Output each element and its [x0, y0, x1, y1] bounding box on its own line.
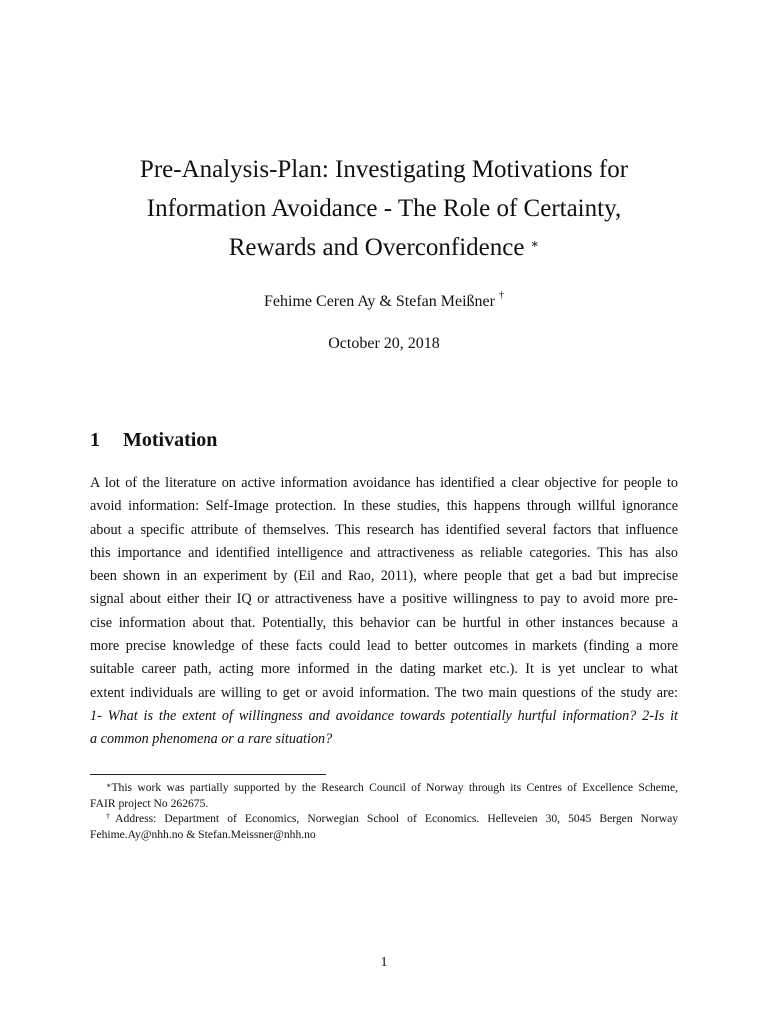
footnote-rule — [90, 774, 326, 775]
footnotes — [90, 780, 678, 842]
footnote-1-mark: ∗ — [106, 781, 112, 790]
page-number: 1 — [380, 955, 388, 970]
title-line-3-text: Rewards and Overconfidence — [228, 234, 525, 261]
body-line: extent individuals are willing to get or avoid information. The two main questions of the study are: — [90, 684, 678, 701]
research-question-line: a common phenomena or a rare situation? — [90, 731, 333, 748]
body-line: more precise knowledge of these facts could lead to better outcomes in markets (finding a more — [90, 638, 678, 655]
authors — [90, 290, 678, 311]
footnote-1-line-1 — [90, 780, 678, 796]
title-line-1: Pre-Analysis-Plan: Investigating Motivations for — [139, 156, 629, 183]
body-line: suitable career path, acting more informed in the dating market etc.). It is yet unclear to what — [90, 661, 678, 678]
paper-date: October 20, 2018 — [328, 335, 440, 352]
authors-footnote-mark: † — [498, 290, 504, 301]
body-paragraph — [90, 472, 678, 752]
section-number: 1 — [90, 429, 100, 451]
footnote-2-line-2: Fehime.Ay@nhh.no & Stefan.Meissner@nhh.no — [90, 827, 316, 841]
body-line: about a specific attribute of themselves. This research has identified several factors that influence — [90, 521, 678, 538]
research-question-line: 1- What is the extent of willingness and avoidance towards potentially hurtful information? 2-Is it — [90, 707, 678, 724]
footnote-2-text: Address: Department of Economics, Norwegian School of Economics. Helleveien 30, 5045 Bergen Norway — [115, 812, 679, 825]
title-line-3 — [90, 228, 678, 267]
authors-text: Fehime Ceren Ay & Stefan Meißner — [264, 293, 495, 310]
footnote-1-text: This work was partially supported by the Research Council of Norway through its Centres of Excellence Scheme, — [111, 781, 678, 794]
paper-title — [90, 150, 678, 267]
footnote-2-line-1 — [90, 811, 678, 827]
footnote-2-mark: † — [106, 812, 116, 821]
body-line: been shown in an experiment by (Eil and Rao, 2011), where people that get a bad but imprecise — [90, 568, 678, 585]
section-heading — [90, 429, 217, 452]
title-footnote-mark: ∗ — [530, 236, 540, 251]
footnote-1-line-2: FAIR project No 262675. — [90, 796, 209, 810]
section-title: Motivation — [123, 429, 218, 451]
title-line-2: Information Avoidance - The Role of Certainty, — [146, 195, 622, 222]
body-line: signal about either their IQ or attractiveness have a positive willingness to pay to avoid more pre- — [90, 591, 678, 608]
body-line: cise information about that. Potentially, this behavior can be hurtful in other instances because a — [90, 614, 678, 631]
body-line: this importance and identified intelligence and attractiveness as reliable categories. This has also — [90, 544, 678, 561]
body-line: A lot of the literature on active information avoidance has identified a clear objective for people to — [90, 475, 678, 491]
body-line: avoid information: Self-Image protection. In these studies, this happens through willful ignorance — [90, 498, 678, 515]
